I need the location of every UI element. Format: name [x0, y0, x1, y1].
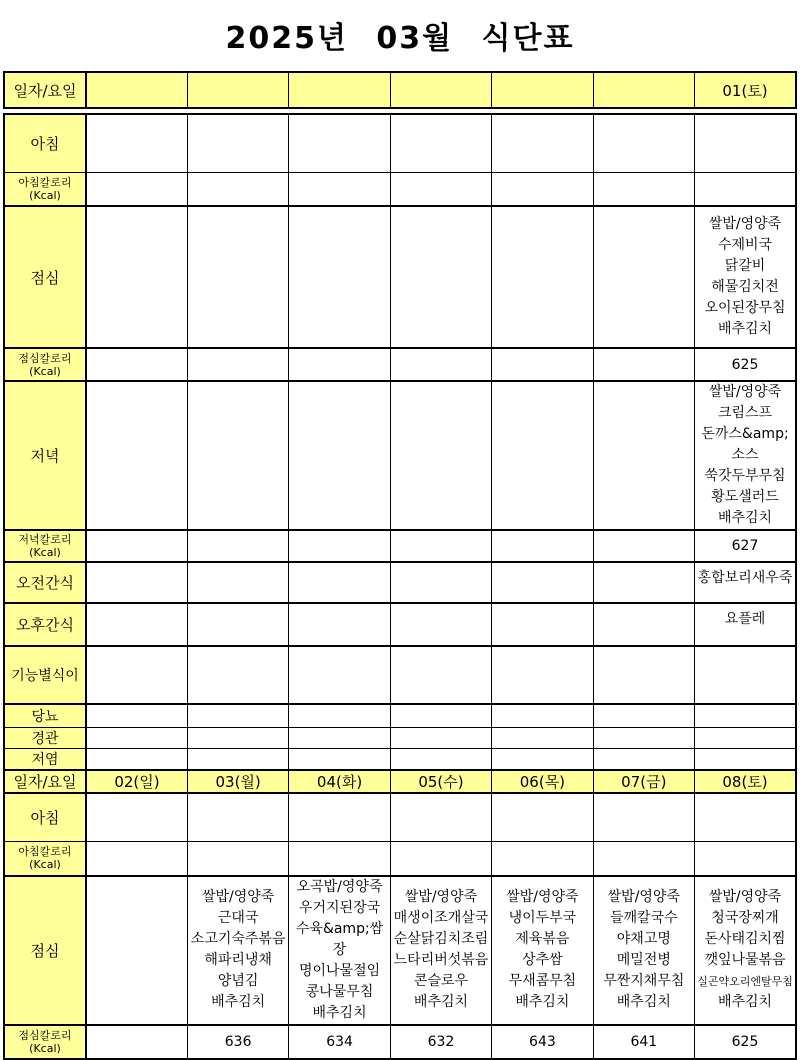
kcal-value-cell [86, 348, 187, 381]
empty-cell [593, 114, 694, 172]
row-label-diabetes: 당뇨 [4, 704, 86, 727]
date-cell [187, 72, 288, 108]
date-cell: 07(금) [593, 770, 694, 793]
empty-cell [390, 646, 491, 704]
menu-cell: 쌀밥/영양죽 들깨칼국수 야채고명 메밀전병 무짠지채무침 배추김치 [593, 876, 694, 1025]
empty-cell [187, 727, 288, 748]
kcal-value-cell [593, 348, 694, 381]
empty-cell [695, 748, 796, 770]
menu-cell [492, 206, 593, 348]
empty-cell [86, 704, 187, 727]
week1-date-header-table [3, 71, 797, 109]
tube-feeding-row [4, 727, 796, 748]
snack-cell [86, 603, 187, 646]
row-label-dinner: 저녁 [4, 381, 86, 530]
kcal-value-cell [492, 530, 593, 562]
kcal-value-cell [86, 1025, 187, 1059]
kcal-value-cell: 625 [695, 348, 796, 381]
snack-cell [593, 603, 694, 646]
snack-cell [390, 562, 491, 603]
row-label-tube-feeding: 경관 [4, 727, 86, 748]
empty-cell [390, 114, 491, 172]
empty-cell [289, 114, 390, 172]
kcal-value-cell: 625 [695, 1025, 796, 1059]
row-label-low-salt: 저염 [4, 748, 86, 770]
week1-breakfast-row [4, 114, 796, 172]
empty-cell [86, 646, 187, 704]
menu-cell: 쌀밥/영양죽 청국장찌개 돈사태김치찜 깻잎나물볶음 실곤약오리엔탈무침 배추김치 [695, 876, 796, 1025]
empty-cell [86, 842, 187, 876]
empty-cell [390, 842, 491, 876]
empty-cell [289, 793, 390, 842]
menu-cell [86, 381, 187, 530]
menu-cell [86, 876, 187, 1025]
empty-cell [289, 704, 390, 727]
empty-cell [593, 646, 694, 704]
row-label-breakfast: 아침 [4, 793, 86, 842]
kcal-value-cell: 627 [695, 530, 796, 562]
kcal-value-cell [390, 348, 491, 381]
empty-cell [187, 172, 288, 206]
row-label-functional-diet: 기능별식이 [4, 646, 86, 704]
empty-cell [86, 114, 187, 172]
menu-cell [492, 381, 593, 530]
week1-dinner-kcal-row [4, 530, 796, 562]
kcal-value-cell [289, 348, 390, 381]
snack-cell [492, 603, 593, 646]
kcal-value-cell [187, 348, 288, 381]
date-cell: 04(화) [289, 770, 390, 793]
menu-cell: 쌀밥/영양죽 수제비국 닭갈비 해물김치전 오이된장무침 배추김치 [695, 206, 796, 348]
date-cell: 02(일) [86, 770, 187, 793]
row-label-date-day: 일자/요일 [4, 72, 86, 108]
empty-cell [695, 727, 796, 748]
date-cell: 03(월) [187, 770, 288, 793]
snack-cell [390, 603, 491, 646]
empty-cell [86, 172, 187, 206]
week2-breakfast-kcal-row [4, 842, 796, 876]
snack-cell [593, 562, 694, 603]
kcal-value-cell: 643 [492, 1025, 593, 1059]
empty-cell [86, 793, 187, 842]
week2-lunch-row [4, 876, 796, 1025]
kcal-value-cell [390, 530, 491, 562]
row-label-lunch: 점심 [4, 206, 86, 348]
date-cell [86, 72, 187, 108]
empty-cell [492, 842, 593, 876]
row-label-lunch-kcal: 점심칼로리 (Kcal) [4, 348, 86, 381]
menu-cell: 오곡밥/영양죽 우거지된장국 수육&amp;쌈장 명이나물절임 콩나물무침 배추김치 [289, 876, 390, 1025]
empty-cell [289, 172, 390, 206]
kcal-value-cell [86, 530, 187, 562]
empty-cell [187, 704, 288, 727]
week1-lunch-row [4, 206, 796, 348]
menu-cell [593, 381, 694, 530]
week1-am-snack-row [4, 562, 796, 603]
kcal-value-cell: 632 [390, 1025, 491, 1059]
functional-diet-row [4, 646, 796, 704]
table-wrap [0, 71, 800, 1060]
empty-cell [492, 114, 593, 172]
snack-cell: 요플레 [695, 603, 796, 646]
empty-cell [695, 704, 796, 727]
kcal-value-cell: 636 [187, 1025, 288, 1059]
snack-cell [289, 562, 390, 603]
empty-cell [289, 748, 390, 770]
menu-cell: 쌀밥/영양죽 매생이조개살국 순살닭김치조림 느타리버섯볶음 콘슬로우 배추김치 [390, 876, 491, 1025]
empty-cell [492, 748, 593, 770]
empty-cell [593, 172, 694, 206]
week2-lunch-kcal-row [4, 1025, 796, 1059]
diabetes-row [4, 704, 796, 727]
menu-cell: 쌀밥/영양죽 냉이두부국 제육볶음 상추쌈 무새콤무침 배추김치 [492, 876, 593, 1025]
empty-cell [695, 114, 796, 172]
empty-cell [695, 842, 796, 876]
kcal-value-cell [289, 530, 390, 562]
empty-cell [695, 793, 796, 842]
kcal-value-cell [187, 530, 288, 562]
week1-pm-snack-row [4, 603, 796, 646]
empty-cell [492, 727, 593, 748]
empty-cell [492, 172, 593, 206]
low-salt-row [4, 748, 796, 770]
empty-cell [187, 646, 288, 704]
empty-cell [593, 704, 694, 727]
snack-cell [492, 562, 593, 603]
row-label-date-day: 일자/요일 [4, 770, 86, 793]
menu-cell [289, 381, 390, 530]
date-cell: 01(토) [695, 72, 796, 108]
empty-cell [390, 793, 491, 842]
empty-cell [492, 793, 593, 842]
empty-cell [492, 646, 593, 704]
menu-cell [390, 206, 491, 348]
date-cell: 05(수) [390, 770, 491, 793]
menu-cell [86, 206, 187, 348]
week2-breakfast-row [4, 793, 796, 842]
empty-cell [289, 646, 390, 704]
week1-lunch-kcal-row [4, 348, 796, 381]
row-label-pm-snack: 오후간식 [4, 603, 86, 646]
snack-cell [86, 562, 187, 603]
empty-cell [390, 172, 491, 206]
snack-cell [289, 603, 390, 646]
week1-dinner-row [4, 381, 796, 530]
empty-cell [390, 704, 491, 727]
menu-cell [593, 206, 694, 348]
empty-cell [695, 646, 796, 704]
date-cell [390, 72, 491, 108]
empty-cell [593, 748, 694, 770]
kcal-value-cell [492, 348, 593, 381]
empty-cell [289, 842, 390, 876]
empty-cell [86, 748, 187, 770]
week1-breakfast-kcal-row [4, 172, 796, 206]
row-label-lunch: 점심 [4, 876, 86, 1025]
row-label-am-snack: 오전간식 [4, 562, 86, 603]
snack-cell [187, 562, 288, 603]
menu-cell [289, 206, 390, 348]
empty-cell [390, 727, 491, 748]
page-title: 2025년 03월 식단표 [225, 21, 575, 56]
snack-cell: 홍합보리새우죽 [695, 562, 796, 603]
empty-cell [695, 172, 796, 206]
week1-date-row [4, 72, 796, 108]
row-label-breakfast: 아침 [4, 114, 86, 172]
menu-cell [187, 206, 288, 348]
row-label-breakfast-kcal: 아침칼로리 (Kcal) [4, 172, 86, 206]
empty-cell [187, 114, 288, 172]
empty-cell [187, 748, 288, 770]
kcal-value-cell: 641 [593, 1025, 694, 1059]
kcal-value-cell [593, 530, 694, 562]
date-cell: 06(목) [492, 770, 593, 793]
snack-cell [187, 603, 288, 646]
row-label-dinner-kcal: 저녁칼로리 (Kcal) [4, 530, 86, 562]
kcal-value-cell: 634 [289, 1025, 390, 1059]
empty-cell [390, 748, 491, 770]
date-cell [593, 72, 694, 108]
empty-cell [86, 727, 187, 748]
week2-date-row [4, 770, 796, 793]
date-cell: 08(토) [695, 770, 796, 793]
menu-cell: 쌀밥/영양죽 크림스프 돈까스&amp;소스 쑥갓두부무침 황도샐러드 배추김치 [695, 381, 796, 530]
row-label-breakfast-kcal: 아침칼로리 (Kcal) [4, 842, 86, 876]
empty-cell [593, 727, 694, 748]
empty-cell [187, 793, 288, 842]
menu-cell [390, 381, 491, 530]
meal-table [3, 113, 797, 1060]
menu-cell [187, 381, 288, 530]
empty-cell [593, 793, 694, 842]
row-label-lunch-kcal: 점심칼로리 (Kcal) [4, 1025, 86, 1059]
date-cell [492, 72, 593, 108]
empty-cell [593, 842, 694, 876]
empty-cell [187, 842, 288, 876]
empty-cell [492, 704, 593, 727]
empty-cell [289, 727, 390, 748]
date-cell [289, 72, 390, 108]
menu-cell: 쌀밥/영양죽 근대국 소고기숙주볶음 해파리냉채 양념김 배추김치 [187, 876, 288, 1025]
